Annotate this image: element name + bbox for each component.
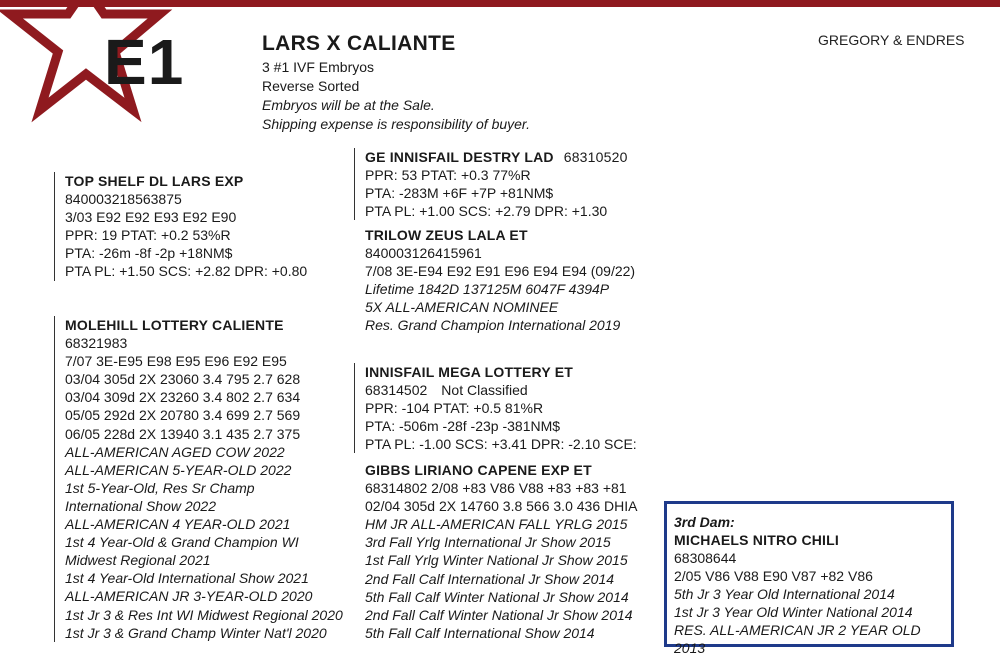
dam-dam-line: 68314802 2/08 +83 V86 V88 +83 +83 +81 xyxy=(365,480,627,497)
dam-line: 05/05 292d 2X 20780 3.4 699 2.7 569 xyxy=(65,407,301,424)
dam-award: ALL-AMERICAN 4 YEAR-OLD 2021 xyxy=(65,516,291,533)
dam-sire-line: PTA: -506m -28f -23p -381NM$ xyxy=(365,418,561,435)
sire-line: 3/03 E92 E92 E93 E92 E90 xyxy=(65,209,237,226)
note-line: Reverse Sorted xyxy=(262,78,360,94)
sire-line: PPR: 19 PTAT: +0.2 53%R xyxy=(65,227,231,244)
dam-award: 1st 5-Year-Old, Res Sr Champ xyxy=(65,479,255,496)
dam-award: Midwest Regional 2021 xyxy=(65,552,211,569)
dam-dam-award: 3rd Fall Yrlg International Jr Show 2015 xyxy=(365,534,611,551)
sire-sire-line: PTA: -283M +6F +7P +81NM$ xyxy=(365,185,554,202)
dam-dam-block xyxy=(365,461,637,642)
lot-number: E1 xyxy=(104,26,185,98)
dam-sire-name: INNISFAIL MEGA LOTTERY ET xyxy=(365,364,574,380)
dam-dam-award: 5th Fall Calf International Show 2014 xyxy=(365,624,595,641)
sire-sire-heading xyxy=(365,148,628,166)
dam-dam-line: 02/04 305d 2X 14760 3.8 566 3.0 436 DHIA xyxy=(365,498,638,515)
dam-sire-line: PTA PL: -1.00 SCS: +3.41 DPR: -2.10 SCE: xyxy=(365,436,637,453)
note-line: 3 #1 IVF Embryos xyxy=(262,59,375,75)
third-dam-line: 2/05 V86 V88 E90 V87 +82 V86 xyxy=(674,568,873,584)
sire-dam-line: 840003126415961 xyxy=(365,245,482,262)
dam-award: ALL-AMERICAN JR 3-YEAR-OLD 2020 xyxy=(65,588,313,605)
lot-title: LARS X CALIANTE xyxy=(262,32,456,55)
dam-line: 03/04 309d 2X 23260 3.4 802 2.7 634 xyxy=(65,389,301,406)
dam-award: 1st 4 Year-Old & Grand Champion WI xyxy=(65,534,299,551)
dam-sire-line: PPR: -104 PTAT: +0.5 81%R xyxy=(365,400,544,417)
sire-dam-award: Lifetime 1842D 137125M 6047F 4394P xyxy=(365,281,610,298)
dam-line: 03/04 305d 2X 23060 3.4 795 2.7 628 xyxy=(65,371,301,388)
dam-sire-classification: Not Classified xyxy=(441,382,528,399)
lot-notes xyxy=(262,58,530,134)
dam-block xyxy=(54,316,343,642)
dam-award: International Show 2022 xyxy=(65,497,216,514)
dam-line: 06/05 228d 2X 13940 3.1 435 2.7 375 xyxy=(65,425,301,442)
note-line: Shipping expense is responsibility of buyer. xyxy=(262,116,530,132)
dam-sire-reg-line xyxy=(365,381,637,399)
dam-award: 1st Jr 3 & Res Int WI Midwest Regional 2020 xyxy=(65,606,343,623)
sire-dam-block xyxy=(365,226,635,335)
sire-sire-line: PPR: 53 PTAT: +0.3 77%R xyxy=(365,167,531,184)
sire-block xyxy=(54,172,307,281)
note-line: Embryos will be at the Sale. xyxy=(262,97,435,113)
dam-award: ALL-AMERICAN AGED COW 2022 xyxy=(65,443,285,460)
sire-sire-reg: 68310520 xyxy=(563,149,628,165)
dam-award: 1st 4 Year-Old International Show 2021 xyxy=(65,570,309,587)
sire-sire-block xyxy=(354,148,628,220)
sire-sire-name: GE INNISFAIL DESTRY LAD xyxy=(365,149,554,165)
dam-dam-name: GIBBS LIRIANO CAPENE EXP ET xyxy=(365,462,592,478)
dam-line: 7/07 3E-E95 E98 E95 E96 E92 E95 xyxy=(65,353,287,370)
sire-name: TOP SHELF DL LARS EXP xyxy=(65,173,244,189)
third-dam-award: 1st Jr 3 Year Old Winter National 2014 xyxy=(674,604,913,620)
sire-line: PTA PL: +1.50 SCS: +2.82 DPR: +0.80 xyxy=(65,263,308,280)
consignor: GREGORY & ENDRES xyxy=(818,32,965,48)
sire-dam-award: Res. Grand Champion International 2019 xyxy=(365,317,621,334)
sire-dam-line: 7/08 3E-E94 E92 E91 E96 E94 E94 (09/22) xyxy=(365,263,636,280)
dam-sire-block xyxy=(354,363,637,453)
third-dam-label: 3rd Dam: xyxy=(674,514,735,530)
dam-dam-award: HM JR ALL-AMERICAN FALL YRLG 2015 xyxy=(365,516,628,533)
third-dam-box xyxy=(664,501,954,656)
dam-sire-reg: 68314502 xyxy=(365,382,428,399)
dam-dam-award: 2nd Fall Calf Winter National Jr Show 2014 xyxy=(365,606,633,623)
sire-dam-award: 5X ALL-AMERICAN NOMINEE xyxy=(365,299,559,316)
dam-dam-award: 1st Fall Yrlg Winter National Jr Show 2015 xyxy=(365,552,628,569)
third-dam-award: 5th Jr 3 Year Old International 2014 xyxy=(674,586,895,602)
third-dam-name: MICHAELS NITRO CHILI xyxy=(674,532,839,548)
dam-award: ALL-AMERICAN 5-YEAR-OLD 2022 xyxy=(65,461,292,478)
dam-award: 1st Jr 3 & Grand Champ Winter Nat'l 2020 xyxy=(65,624,327,641)
sire-dam-name: TRILOW ZEUS LALA ET xyxy=(365,227,528,243)
dam-name: MOLEHILL LOTTERY CALIENTE xyxy=(65,317,284,333)
sire-line: 840003218563875 xyxy=(65,191,182,208)
sire-line: PTA: -26m -8f -2p +18NM$ xyxy=(65,245,233,262)
third-dam-line: 68308644 xyxy=(674,550,737,566)
dam-dam-award: 2nd Fall Calf International Jr Show 2014 xyxy=(365,570,615,587)
sire-sire-line: PTA PL: +1.00 SCS: +2.79 DPR: +1.30 xyxy=(365,203,608,220)
dam-line: 68321983 xyxy=(65,335,128,352)
dam-dam-award: 5th Fall Calf Winter National Jr Show 2014 xyxy=(365,588,629,605)
third-dam-award: RES. ALL-AMERICAN JR 2 YEAR OLD 2013 xyxy=(674,622,921,656)
